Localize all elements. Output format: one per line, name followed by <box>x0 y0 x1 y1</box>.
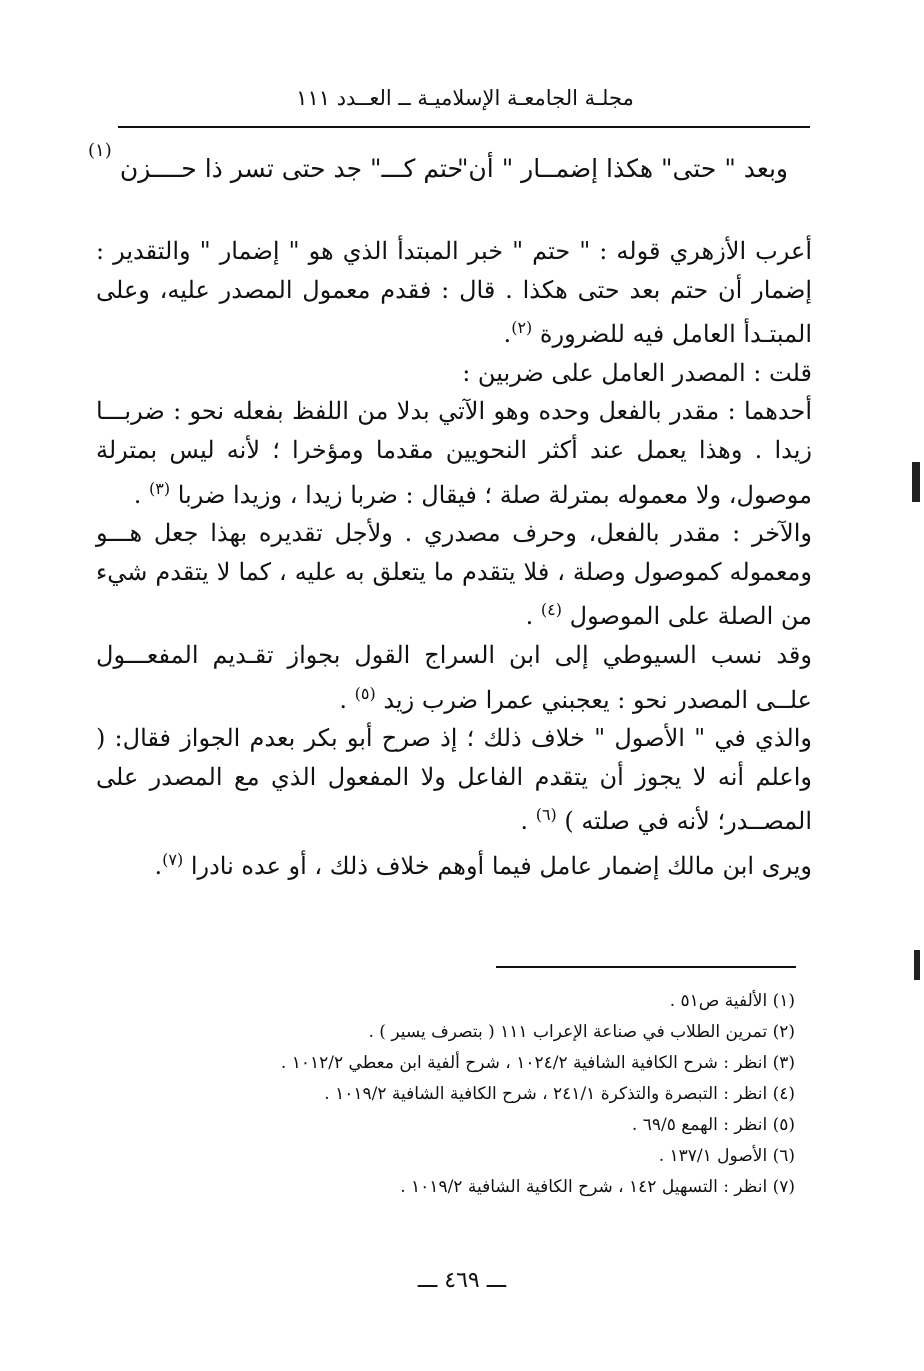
footnote-separator <box>496 966 796 968</box>
footnotes <box>150 986 795 1203</box>
paragraph: وقد نسب السيوطي إلى ابن السراج القول بجواز تقـديم المفعـــول علــى المصدر نحو : يعجبني عمرا ضرب زيد $^{(٥)}$ . <box>96 640 812 714</box>
paragraph: أعرب الأزهري قوله : " حتم " خبر المبتدأ الذي هو " إضمار " والتقدير : إضمار أن حتم بعد حتى هكذا . قال : فقدم معمول المصدر عليه، وعلى المبتـدأ العامل فيه للضرورة $^{(٢)}$. <box>96 237 812 349</box>
verse-hemistich-first: وبعد " حتى" هكذا إضمــار " أن" <box>456 154 788 183</box>
header-rule <box>118 126 810 128</box>
footnote-ref: (٧) <box>162 849 184 869</box>
footnote-ref: (٦) <box>535 805 557 825</box>
footnote-ref: (٥) <box>354 683 376 703</box>
running-header: مجلـة الجامعـة الإسلاميـة ــ العــدد ١١١ <box>296 86 634 110</box>
page-number: ـــ ٤٦٩ ـــ <box>417 1268 507 1293</box>
footnote-item: (٦) الأصول ١٣٧/١ . <box>658 1146 795 1166</box>
verse-footnote-ref: (١) <box>88 140 112 161</box>
footnote-ref: (٤) <box>540 600 562 620</box>
footnote-ref: (٢) <box>511 318 533 338</box>
paragraph: والآخر : مقدر بالفعل، وحرف مصدري . ولأجل تقديره بهذا جعل هـــو ومعموله كموصول وصلة ، فلا يتقدم ما يتعلق به عليه ، كما لا يتقدم شيء من الصلة على الموصول $^{(٤)}$ . <box>96 519 812 631</box>
paragraph: ويرى ابن مالك إضمار عامل فيما أوهم خلاف ذلك ، أو عده نادرا $^{(٧)}$. <box>154 849 812 880</box>
poetry-verse <box>88 140 808 200</box>
verse-hemistich-second: حتم كـــ" جد حتى تسر ذا حــــزن <box>119 154 463 183</box>
scan-edge-mark <box>912 462 920 502</box>
footnote-item: (٣) انظر : شرح الكافية الشافية ١٠٢٤/٢ ، شرح ألفية ابن معطي ١٠١٢/٢ . <box>280 1053 795 1073</box>
footnote-item: (٧) انظر : التسهيل ١٤٢ ، شرح الكافية الشافية ١٠١٩/٢ . <box>400 1177 795 1197</box>
paragraph: قلت : المصدر العامل على ضربين : <box>462 358 812 387</box>
paragraph: أحدهما : مقدر بالفعل وحده وهو الآتي بدلا من اللفظ بفعله نحو : ضربـــا زيدا . وهذا يعمل عند أكثر النحويين مقدما ومؤخرا ؛ لأنه ليس بمترلة موصول، ولا معموله بمترلة صلة ؛ فيقال : ضربا زيدا ، وزيدا ضربا $^{(٣)}$ . <box>96 397 812 509</box>
scan-edge-mark <box>914 950 920 980</box>
footnote-item: (٥) انظر : الهمع ٦٩/٥ . <box>631 1115 795 1135</box>
footnote-item: (٢) تمرين الطلاب في صناعة الإعراب ١١١ ( بتصرف يسير ) . <box>368 1022 795 1042</box>
footnote-ref: (٣) <box>148 478 171 498</box>
footnote-item: (٤) انظر : التبصرة والتذكرة ٢٤١/١ ، شرح الكافية الشافية ١٠١٩/٢ . <box>324 1084 795 1104</box>
footnote-item: (١) الألفية ص٥١ . <box>669 991 795 1011</box>
paragraph: والذي في " الأصول " خلاف ذلك ؛ إذ صرح أبو بكر بعدم الجواز فقال: ( واعلم أنه لا يجوز أن يتقدم الفاعل ولا المفعول الذي مع المصدر على المصــدر؛ لأنه في صلته ) $^{(٦)}$ . <box>96 724 812 836</box>
body-text <box>96 232 812 886</box>
